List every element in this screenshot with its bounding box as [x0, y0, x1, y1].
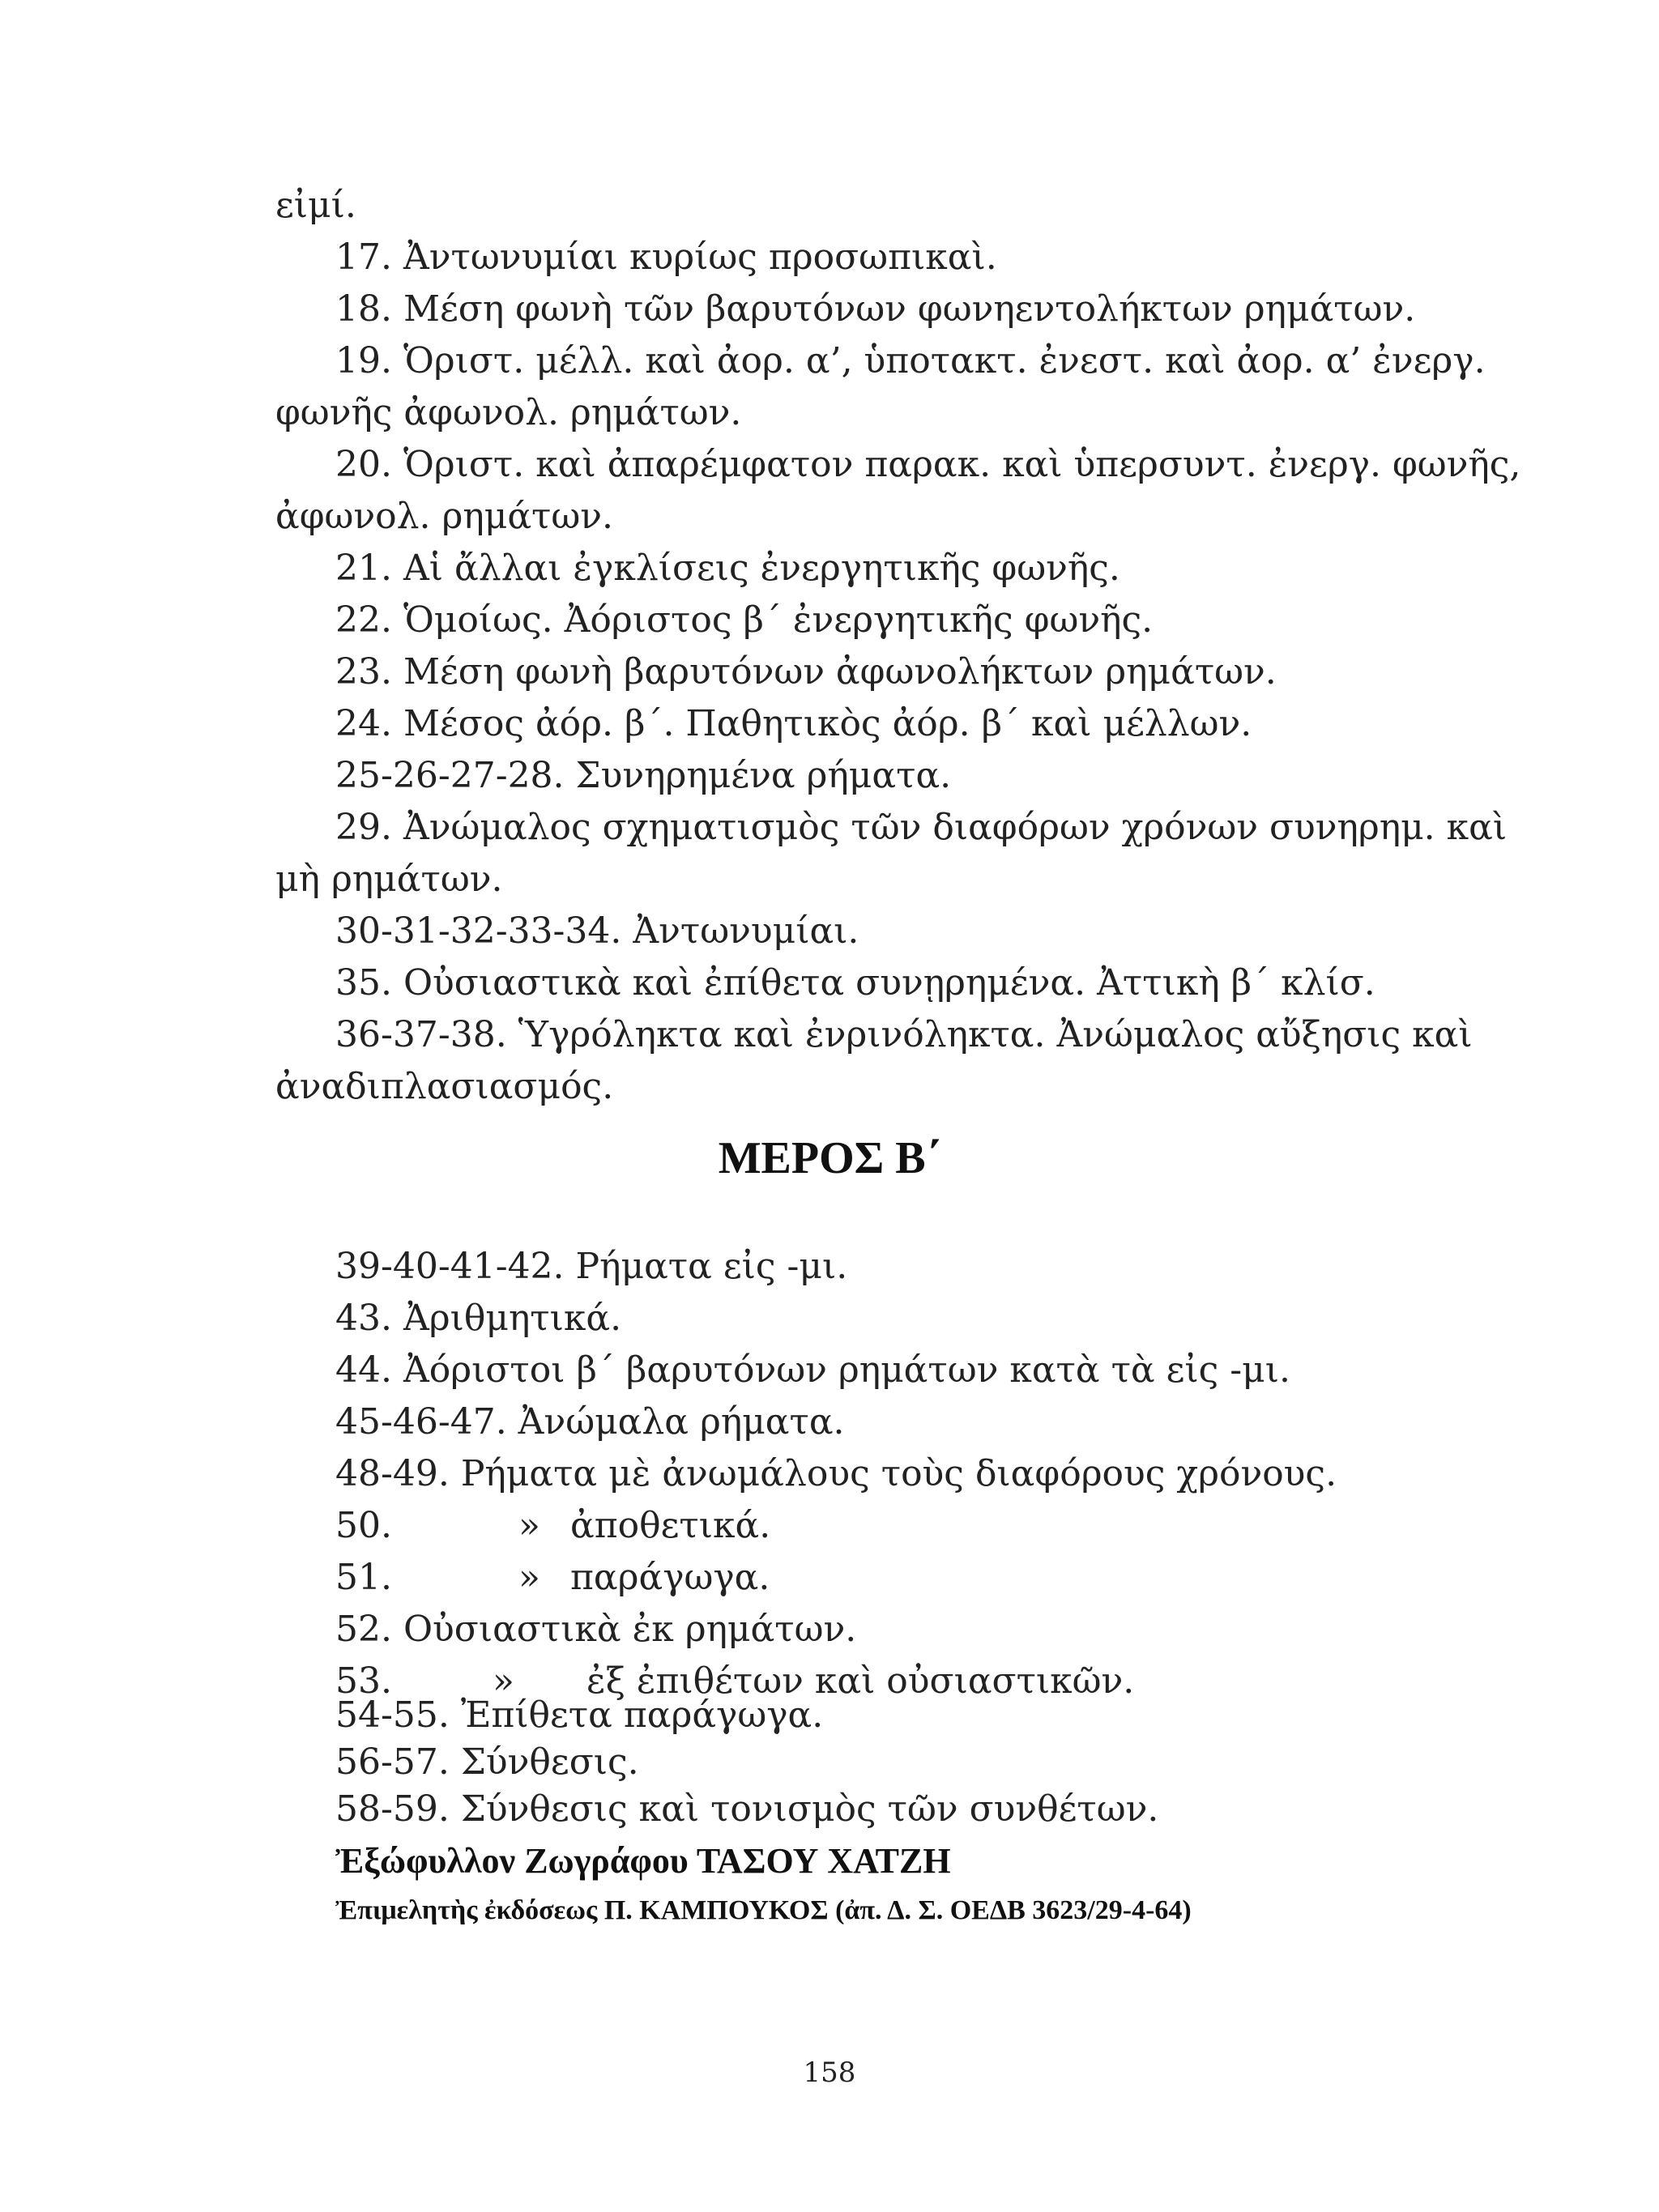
toc-line: 19. Ὁριστ. μέλλ. καὶ ἀορ. α’, ὑποτακτ. ἐνεστ. καὶ ἀορ. α’ ἐνεργ.	[335, 340, 1486, 381]
ditto-mark: »	[493, 1660, 514, 1702]
item-number: 51.	[335, 1557, 392, 1598]
page-number: 158	[803, 2056, 856, 2089]
toc-line: 48-49. Ρήματα μὲ ἀνωμάλους τοὺς διαφόρους χρόνους.	[335, 1453, 1337, 1494]
toc-line: 52. Οὐσιαστικὰ ἐκ ρημάτων.	[335, 1609, 857, 1650]
toc-line: 17. Ἀντωνυμίαι κυρίως προσωπικαὶ.	[335, 237, 997, 278]
section-heading: ΜΕΡΟΣ Β΄	[718, 1133, 941, 1183]
ditto-mark: »	[518, 1557, 540, 1598]
item-number: 50.	[335, 1505, 392, 1546]
toc-line: 24. Μέσος ἀόρ. β΄. Παθητικὸς ἀόρ. β΄ καὶ μέλλων.	[335, 703, 1252, 744]
item-text: ἐξ ἐπιθέτων καὶ οὐσιαστικῶν.	[586, 1660, 1135, 1702]
toc-line: 18. Μέση φωνὴ τῶν βαρυτόνων φωνηεντολήκτων ρημάτων.	[335, 288, 1416, 330]
toc-line: 43. Ἀριθμητικά.	[335, 1298, 622, 1339]
toc-line: 54-55. Ἐπίθετα παράγωγα.	[335, 1694, 824, 1736]
toc-line: 36-37-38. Ὑγρόληκτα καὶ ἐνρινόληκτα. Ἀνώμαλος αὔξησις καὶ	[335, 1014, 1473, 1055]
toc-line: 30-31-32-33-34. Ἀντωνυμίαι.	[335, 910, 859, 952]
toc-line: ἀφωνολ. ρημάτων.	[275, 496, 613, 537]
toc-line: 39-40-41-42. Ρήματα εἰς -μι.	[335, 1246, 848, 1287]
toc-ditto-line	[335, 1505, 770, 1547]
toc-line: 35. Οὐσιαστικὰ καὶ ἐπίθετα συνῃρημένα. Ἀττικὴ β΄ κλίσ.	[335, 962, 1375, 1004]
item-text: ἀποθετικά.	[570, 1505, 771, 1546]
toc-line: 29. Ἀνώμαλος σχηματισμὸς τῶν διαφόρων χρόνων συνηρημ. καὶ	[335, 807, 1508, 848]
toc-line: εἰμί.	[275, 185, 356, 226]
toc-line: 23. Μέση φωνὴ βαρυτόνων ἀφωνολήκτων ρημάτων.	[335, 651, 1277, 693]
illustrator-credit: Ἐξώφυλλον Ζωγράφου ΤΑΣΟΥ ΧΑΤΖΗ	[335, 1841, 951, 1881]
toc-line: 56-57. Σύνθεσις.	[335, 1741, 639, 1783]
toc-line: ἀναδιπλασιασμός.	[275, 1066, 614, 1107]
toc-line: 58-59. Σύνθεσις καὶ τονισμὸς τῶν συνθέτων.	[335, 1788, 1159, 1830]
toc-line: 44. Ἀόριστοι β΄ βαρυτόνων ρημάτων κατὰ τὰ εἰς -μι.	[335, 1349, 1290, 1391]
toc-line: 25-26-27-28. Συνηρημένα ρήματα.	[335, 755, 952, 796]
toc-line: 22. Ὁμοίως. Ἀόριστος β΄ ἐνεργητικῆς φωνῆς.	[335, 599, 1154, 641]
ditto-mark: »	[518, 1505, 540, 1546]
editor-credit: Ἐπιμελητὴς ἐκδόσεως Π. ΚΑΜΠΟΥΚΟΣ (ἀπ. Δ. Σ. ΟΕΔΒ 3623/29-4-64)	[335, 1895, 1192, 1925]
toc-ditto-line	[335, 1557, 770, 1599]
toc-line: 45-46-47. Ἀνώμαλα ρήματα.	[335, 1401, 845, 1443]
item-number: 53.	[335, 1660, 392, 1702]
toc-line: φωνῆς ἀφωνολ. ρημάτων.	[275, 392, 742, 433]
toc-line: μὴ ρημάτων.	[275, 859, 503, 900]
item-text: παράγωγα.	[570, 1557, 770, 1598]
toc-line: 20. Ὁριστ. καὶ ἀπαρέμφατον παρακ. καὶ ὑπερσυντ. ἐνεργ. φωνῆς,	[335, 444, 1521, 485]
toc-line: 21. Αἱ ἄλλαι ἐγκλίσεις ἐνεργητικῆς φωνῆς.	[335, 548, 1120, 589]
